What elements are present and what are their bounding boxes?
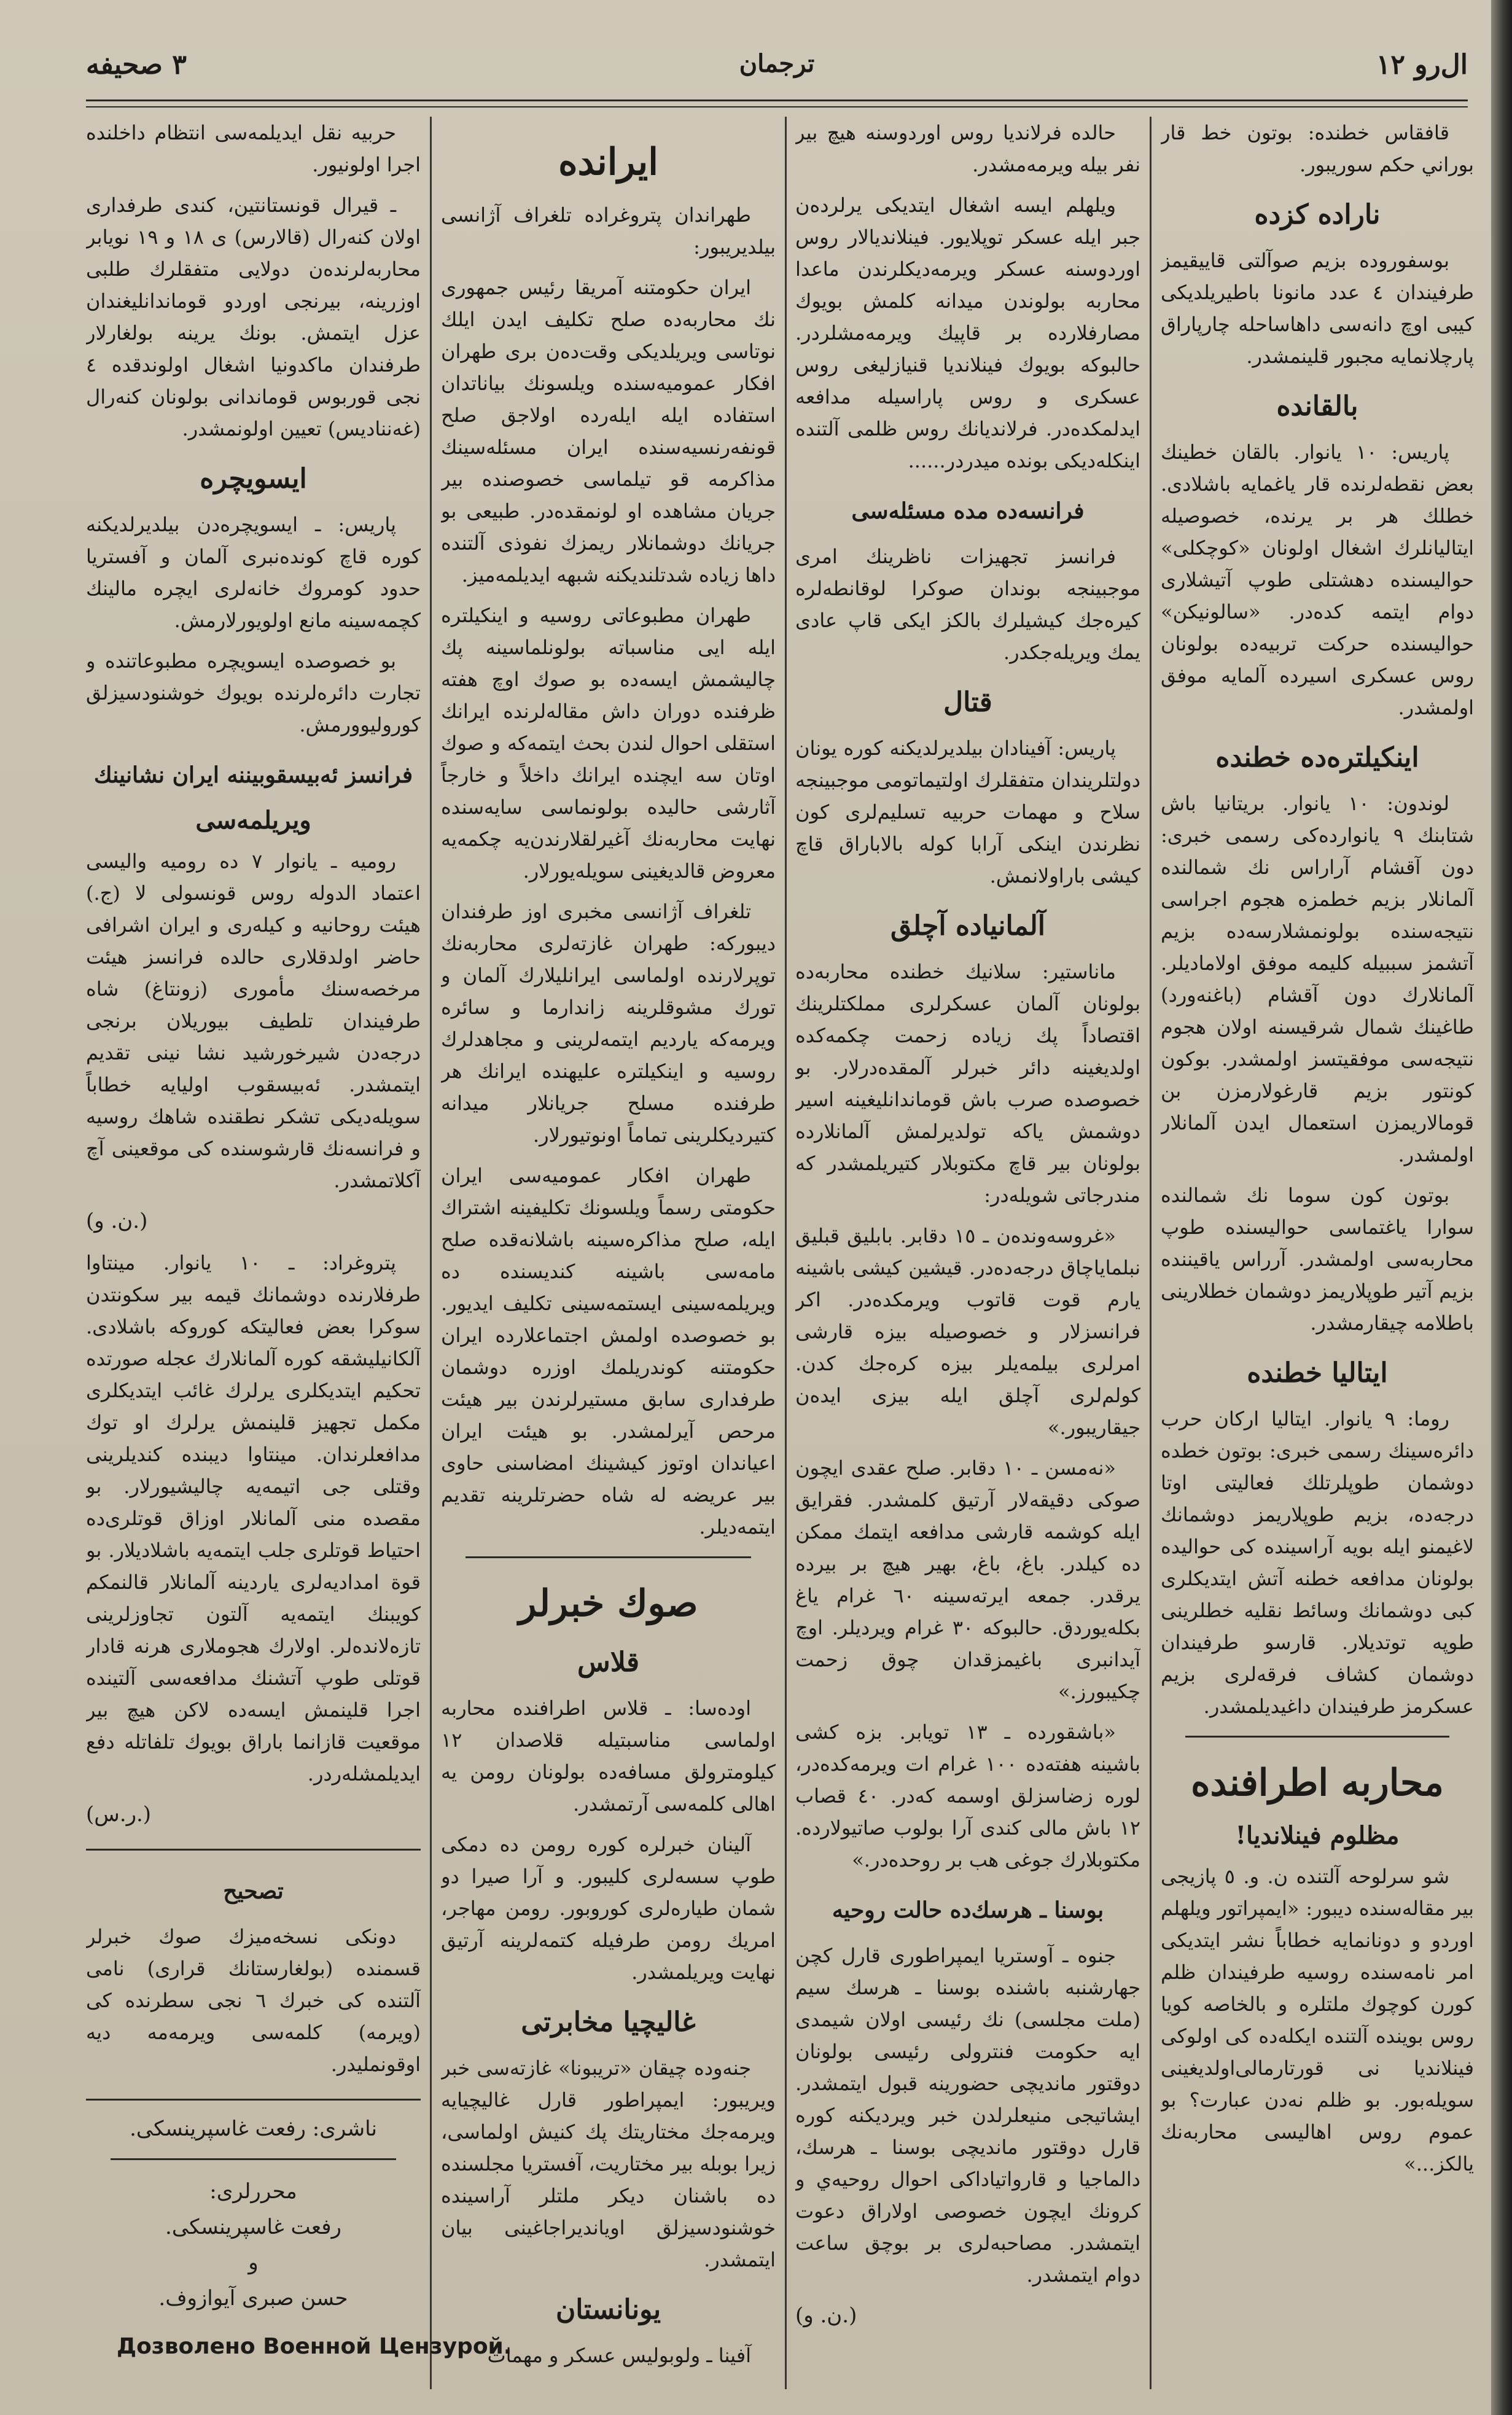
article-text: شو سرلوحه آلتنده ن. و. ٥ پازيجی بير مقاله‌سنده ديبور: «ايمپراتور ويلهلم اوردو و دونانمايه خطاباً نشر ايتديكی امر نامه‌سنده روسيه طرفيندان ظلم كورن كوچوك ملتلره و بالخاصه كويا روس بوينده آلتنده ايكله‌ده كی اولوکی فينلانديا نى قورتارمالی‌اولديغينی سويله‌بور. بو ظلم نه‌دن عبارت؟ بو عموم روس اهاليسی محاربه‌نك يالكز...» — [1161, 1865, 1474, 2175]
article-heading: فرانسز ئه‌بيسقوبيننه ايران نشانينك — [93, 762, 413, 788]
article-text: «باشقورده ـ ١٣ تويابر. بزه كشی باشينه هفته‌ده ١٠٠ غرام ات ويرمه‌كده‌در، لوره زضاسزلق اوسمه كه‌در. ٤٠ قصاب ١٢ باش مالی كندی آرا بولوب صاتيولارده. مكتوبلارك جوغی هب بر روحده‌در.» — [795, 1720, 1140, 1871]
article-text: حربيه نقل ايديلمه‌سی انتظام داخلنده اجرا اولونيور. — [86, 121, 421, 176]
article-text: اوده‌سا: ـ قلاس اطرافنده محاربه اولماسی مناسبتيله قلاصدان ١٢ كيلو‌مترولق مسافه‌ده بولونان رومن يه اهالی كلمه‌سی آرتمشدر. — [441, 1696, 776, 1816]
column-3 — [441, 117, 776, 2389]
publisher-line: ناشری: رفعت غاسپرينسكی. — [130, 2117, 377, 2141]
editor-conjunction: و — [248, 2250, 259, 2275]
article-subheading: مظلوم فينلانديا! — [1235, 1821, 1400, 1850]
article-heading: آلمانيا‌ده آچلق — [890, 910, 1046, 942]
article-heading: ايتاليا خطنده — [1247, 1357, 1388, 1389]
article-heading: ايسويچره — [200, 463, 307, 494]
column-1 — [1161, 117, 1474, 2389]
article-heading: قلاس — [577, 1647, 639, 1678]
section-divider — [466, 1556, 751, 1558]
article-text: آفينا ـ ولوبوليس عسكر و مهمات — [487, 2344, 751, 2367]
article-text: ويلهلم ايسه اشغال ايتديكی يرلرده‌ن جبر ايله عسکر توپلایور. فينلانديالار روس اوردوسنه عسکر ويرمه‌دیكلرندن ماعدا محاربه بولوندن ميدانه كلمش بويوك مصارفلارده بر قاپيك ويرمه‌مشلردر. حالبوكه بويوك فينلانديا قنيازلیغی روس عسکری و روس پاراسيله مدافعه ايدلمكده‌در. فرلانديانك روس ظلمی آلتنده اينكله‌ديكی بونده ميدردر...... — [795, 193, 1140, 472]
page-number: ٣ صحيفه — [86, 49, 187, 80]
article-text: روما: ٩ يانوار. ايتاليا اركان حرب دائره‌سينك رسمی خبری: بوتون خطده دوشمان طوپلرتلك فعالیتی اوتا درجه‌ده، بزيم طوپلاريمز دوشمانك لاغيمنو ايله بويه آراسينده كی حواليده بولونان مدافعه خطنه آتش ایتدیكلری كبی دوشمانك وسائط نقليه خطلرينی طوپه توتديلار. قارسو طرفيندان دوشمان كشاف فرقه‌لری بزيم عسکرمز طرفيندان داغيدیلمشدر. — [1161, 1407, 1474, 1718]
article-text: «غروسه‌ونده‌ن ـ ١٥ دقابر. بابليق قبليق نبلمايا‌چاق درجه‌ده‌در. قيشين كيشی باشينه يارم قوت قاتوب ويرمكده‌در. اكر فرانسزلار و خصوصيله بيزه قارشی امرلری بيلمه‌يلر بيزه كره‌جك كدن. كولم‌لری آچلق ايله بيزی ايده‌ن جيقاريبور.» — [795, 1224, 1140, 1439]
article-heading: بوسنا ـ هرسك‌ده حالت روحيه — [832, 1897, 1104, 1923]
article-text: تلغراف آژانسی مخبری اوز طرفندان ديبوركه: طهران غازته‌لری محاربه‌نك توپرلارنده اولماسی ايرانليلارك آلمان و تورك مشوقلرينه زاندارما و سائره ويرمه‌كه يارديم ايتمه‌لرينی و مجاهدلرك روسيه و اينكيلتره عليهنده ايرانك هر طرفنده مسلح جريانلار ميدانه كتيرديكلرينی تماماً اونوتيورلار. — [441, 900, 776, 1147]
section-heading: صوك خبرلر — [518, 1582, 698, 1625]
article-text: پاریس: ١٠ يانوار. بالقان خطينك بعض نقطه‌لرنده قار یاغمایه باشلادی. خطلك هر بر يرنده، خصوصيله ايتاليانلرك اشغال اولونان «كوچكلى» حوالیسنده دهشتلی طوپ آتیشلاری دوام ايتمه كده‌در. «سالونيكن» حوالیسنده حركت تربیه‌ده بولونان روس عسکری اسیرده آلمایه موفق اولمشدر. — [1161, 440, 1474, 719]
column-4 — [86, 117, 421, 2322]
article-text: حالده فرلانديا روس اوردوسنه هيچ بير نفر بيله ويرمه‌مشدر. — [795, 121, 1140, 176]
article-text: جنه‌وده چيقان «تريبونا» غازته‌سی خبر ويريبور: ايمپراطور قارل غاليچيايه ويرمه‌جك مختاريتك پك كنيش اولماسی، زيرا بوبله بير مختاريت، آفستريا مجلسنده ‌ده باشنان ديكر ملتلر آراسينده خوشنودسيزلق اويانديراجاغينی بيان ايتمشدر. — [441, 2056, 776, 2271]
article-heading: يونانستان — [555, 2294, 661, 2325]
section-divider — [111, 2158, 396, 2160]
editor-name: حسن صبری آيواز‌وف. — [158, 2286, 348, 2311]
article-subheading: ويريلمه‌سی — [195, 806, 311, 835]
article-text: بو خصوصده ايسويچره مطبوعاتنده و تجارت دائره‌لرنده بويوك خوشنودسيزلق كوروليوورمش. — [86, 649, 421, 736]
article-text: بوسفوروده بزیم صوآلتی قاییقیمز طرفیندان ٤ عدد مانونا باطیریلدیکی کیبی اوچ دانه‌سی داهاساحله چارپاراق پارچلانمایه مجبور قلینمشدر. — [1161, 249, 1474, 368]
article-heading: فرانسه‌ده مده مسئله‌سی — [851, 498, 1085, 524]
section-divider — [1185, 1736, 1449, 1738]
masthead-rule — [86, 99, 1468, 107]
correction-text: دونكی نسخه‌میزك صوك خبرلر قسمنده (بولغارستانك قراری) نامی آلتنده كی خبرك ٦ نجی سطرنده كی (ويرمه) كلمه‌سی ويرمه‌مه ديه اوقونملیدر. — [86, 1925, 421, 2076]
article-text: فرانسز تجهيزات ناظرينك امری موجبينجه بوندان صوكرا لوقانطه‌لره كيره‌جك كيشيلرك بالكز ايكی قاپ عادی يمك ويريله‌جكدر. — [795, 545, 1140, 664]
article-text: قافقاس خطنده: بوتون خط قار بوراني حكم سوريبور. — [1161, 121, 1474, 176]
newspaper-name: ترجمان — [739, 49, 815, 78]
column-divider — [430, 117, 432, 2389]
correction-box — [86, 1849, 421, 2101]
article-text: طهراندان پترو‌غراده تلغراف آژانسی بيلديريبور: — [441, 203, 776, 259]
page-edge-shadow — [1491, 0, 1512, 2415]
article-text: پترو‌غراد: ـ ١٠ يانوار. مينتاوا طرفلارنده دوشمانك قيمه بير سكونتدن سوكرا بعض فعاليتكه كوروكه باشلادی. آلكانيليشقه كوره آلمانلارك عجله صورتده تحكيم ايتديكلری يرلرك غائب ايتديكلری مكمل تجهيز قلينمش يرلرك او توك مدافعلرندان. مينتاوا ديبنده كنديلرينی وقتلی جی اتيمه‌يه چاليشيورلار. بو مقصده منی آلمانلار اوزاق قوتلری‌ده احتياط قوتلری جلب ايتمه‌يه باشلاديلار. بو قوة امداديه‌لری ياردينه آلمانلار قالنمكم كويبنك ايتمه‌يه آلتون تجاوزلرينی تازه‌لانده‌لر. اولارك هجوملاری هرنه قادار قوتلی طوپ آتشنك مدافعه‌سی آلتينده اجرا قلينمش ايسه‌ده لاكن هيچ بير موقعيت قازانما باراق بويوك تلفاتله دفع ايديلمشله‌ردر. — [86, 1251, 421, 1785]
correction-heading: تصحيح — [223, 1878, 284, 1904]
masthead — [86, 31, 1468, 104]
censor-stamp: Дозволено Военной Цензурой. — [117, 2334, 512, 2359]
article-heading: قتال — [943, 687, 992, 718]
article-signature: (ن. و.) — [795, 2303, 857, 2328]
article-text: ـ قيرال قونستانتين، كندی طرفداری اولان كنه‌رال (قالارس) ی ١٨ و ١٩ نويابر محاربه‌لرنده‌ن دولايی متفقلرك طلبی اوزرينه، بيرنجی اوردو قوماندانليغندان عزل ايتمش. بونك يرينه بولغارلار طرفندان ماكدونيا اشغال اولوندقده ٤ نجی قوربوس قوماندانی بولونان كنه‌رال (غه‌نناديس) تعيين اولونمشدر. — [86, 193, 421, 440]
article-heading: ناراده کزده — [1254, 199, 1381, 230]
editor-name: رفعت غاسپرينسكی. — [165, 2215, 341, 2239]
article-heading: غاليچيا مخابرتی — [521, 2007, 696, 2038]
article-heading: اینکیلتره‌ده خطنده — [1215, 742, 1419, 773]
article-text: ماناستير: سلانيك خطنده محاربه‌ده بولونان آلمان عسکرلری مملکتلرينك اقتصاداً پك زياده زحمت چكمه‌كده اولديغينه دائر خبرلر آلمقده‌درلار. بو خصوصده صرب باش قوماندانلیغینه اسير دوشمش ياكه تولديرلمش آلمانلارده بولونان بير قاچ مكتوبلار كتيريلمشدر كه مندرجاتی شويله‌در: — [795, 960, 1140, 1207]
article-text: پاريس: آفينادان بيلديرلديكنه كوره يونان دولتلريندان متفقلرك اولتيماتومی موجبينجه سلاح و مهمات حربيه تسليم‌لری كون نظرندن اينكی آرابا كوله بالاباراق قاچ كيشی باراولانمش. — [795, 736, 1140, 888]
article-text: روميه ـ يانوار ٧ ده روميه واليسی اعتماد الدوله روس قونسولی لا (ج.) هيئت روحانيه و كيله‌ری و ايران اشرافی حاضر اولدقلاری حالده فرانسز هيئت مرخصه‌سنك مأموری (زونتاغ) شاه طرفيندان تلطيف بيوريلان برنجی درجه‌دن شيرخورشيد نشا نينی تقديم ايتمشدر. ئه‌بيسقوب اوليايه خطاباً سويله‌ديكی تشكر نطقنده شاهك روسيه و فرانسه‌نك قارشوسنده كی موقعينی آچ آكلاتمشدر. — [86, 849, 421, 1192]
column-2 — [795, 117, 1140, 2389]
article-text: بوتون كون سوما نك شمالنده سوارا ياغتماسی حواليسنده طوپ محاربه‌سی اولمشدر. آرراس ياقيننده بزيم آتير طوپلاريمز دوشمان خطلارينی باطلامه چيقارمشدر. — [1161, 1184, 1474, 1335]
column-divider — [1150, 117, 1152, 2389]
article-signature: (ن. و.) — [86, 1209, 148, 1233]
article-text: پاريس: ـ ايسويچره‌دن بيلديرلديكنه كوره قاچ كونده‌نبری آلمان و آفستريا حدود كومروك خانه‌لری ايچره مالينك كچمه‌سينه مانع اولويورلارمش. — [86, 513, 421, 632]
article-text: «نه‌مسن ـ ١٠ دقابر. صلح عقدی ايچون صوكی دقيقه‌لار آرتيق كلمشدر. فقرايق ايله كوشمه قارشی مدافعه ايتمك ممكن ده كيلدر. باغ، باغ، بهير هيچ بر بيرده يرقدر. جمعه ايرته‌سينه ٦٠ غرام ياغ بكله‌يوردق. حالبوكه ٣٠ غرام ويرديلر. اوچ آيدانبری باغيمزقدان چوق زحمت چكيبورز.» — [795, 1456, 1140, 1703]
article-text: آلينان خبرلره كوره رومن ده دمكی طوپ سسه‌لری كليبور. و آرا صيرا دو شمان طياره‌لری كوروبور. رومن مهاجر، امريك رومن طرفيله كتمه‌لرينه آرتيق نهايت ويريلمشدر. — [441, 1833, 776, 1984]
editors-block — [86, 2174, 421, 2316]
article-text: ايران حكومتنه آمريقا رئيس جمهوری نك محاربه‌ده صلح تكليف ايدن ايلك نوتاسی ويريلديكی وقت‌ده‌ن بری طهران افكار عموميه‌سنده ويلسونك بياناتدان استفاده ايله ايله‌رده اولاجق صلح قونفه‌رنسيه‌سنده ايران مسئله‌سينك مذاكرمه قو تيلماسی خصوصنده بير جريان مشاهده او لونمقده‌در. طبيعی بو جريانك دوشمانلار ريمزك نفوذی آلتنده داها زياده شدتلنديكنه شبهه ايديلمه‌ميز. — [441, 276, 776, 587]
editors-label: محررلری: — [209, 2179, 297, 2204]
article-signature: (ر.س.) — [86, 1802, 152, 1827]
article-text: طهران افكار عموميه‌سی ايران حكومتی رسماً ويلسونك تكليفينه اشتراك ايله، صلح مذاكره‌سينه باشلانه‌قده صلح مامه‌سی باشينه كنديسنده ده ويريلمه‌سينی ايستمه‌سينی تكليف ايديور. بو خصوصده اولمش اجتماعلارده ايران حكومتنه كوندريلمك اوزره دوشمان طرفداری سابق مستيرلرندن بير هيئت مرحص آيرلمشدر. بو هيئت ايران اعياندان اوتوز كيشينك امضاسنی حاوی بير عريضه‌ له شاه حضرتلرينه تقديم ايتمه‌ديلر. — [441, 1164, 776, 1539]
article-text: جنوه ـ آوستريا ايمپراطوری قارل كچن جهارشنبه باشنده بوسنا ـ هرسك سيم (ملت مجلسی) نك رئيسی اولان شيمدی ايه حكومت فنترولی رئيسی بولونان دوقتور ماندیچی حضورينه قبول ايتمشدر. ايشاتيجی منيعلرلدن خبر ويرديكنه كوره قارل دوقتور ماندیچی بوسنا ـ هرسك، دالماجيا و قارواتياداكی احوال روحيه‌ي و كرونك ايچون خصوصی اولاراق دعوت ايتمشدر. مصاحبه‌لری بر بوچق ساعت دوام ايتمشدر. — [795, 1944, 1140, 2287]
article-text: طهران مطبوعاتی روسيه و اينكيلتره ايله ايی مناسباته بولونلماسينه پك چاليشمش ايسه‌ده بو صوك اوچ هفته‌ ظرفنده دوران داش مقاله‌لرنده ايرانك استقلی احوال لندن بحث ايتمه‌كه و صوك اوتان سه ايچنده ايرانك داخلاً و خارجاً آثارشی حاليده بولونماسی سايه‌سنده نهايت محاربه‌نك آغيرلقلارندن‌يه چكمه‌يه معروض قالديغينی سويله‌يورلار. — [441, 604, 776, 883]
issue-date: ال‌رو ١٢ — [1376, 49, 1468, 80]
article-text: لوندون: ١٠ يانوار. بریتانيا باش شتابنك ٩ يانوارده‌كی رسمی خبری: دون آقشام آراراس نك شمالنده آلمانلار بزيم خطمزه هجوم اجراسی نتيجه‌سنده بولونمشلارسه‌ده بزيم آتشمز سببيله كليمه موفق اولامادیلر. آلمانلارك دون آقشام (باغنه‌ورد) طاغينك شمال شرقيسنه اولان هجوم نتيجه‌سی موفقيتسز اولمشدر. بوكون كونتور بزيم قارغولارمزن بن قومالاریمزن استعمال ایدن آلمانلار اولمشدر. — [1161, 792, 1474, 1166]
column-divider — [785, 117, 787, 2389]
section-heading: محاربه اطرافنده — [1191, 1762, 1444, 1804]
article-heading: ايرانده — [558, 141, 658, 184]
article-heading: بالقانده — [1276, 391, 1358, 422]
